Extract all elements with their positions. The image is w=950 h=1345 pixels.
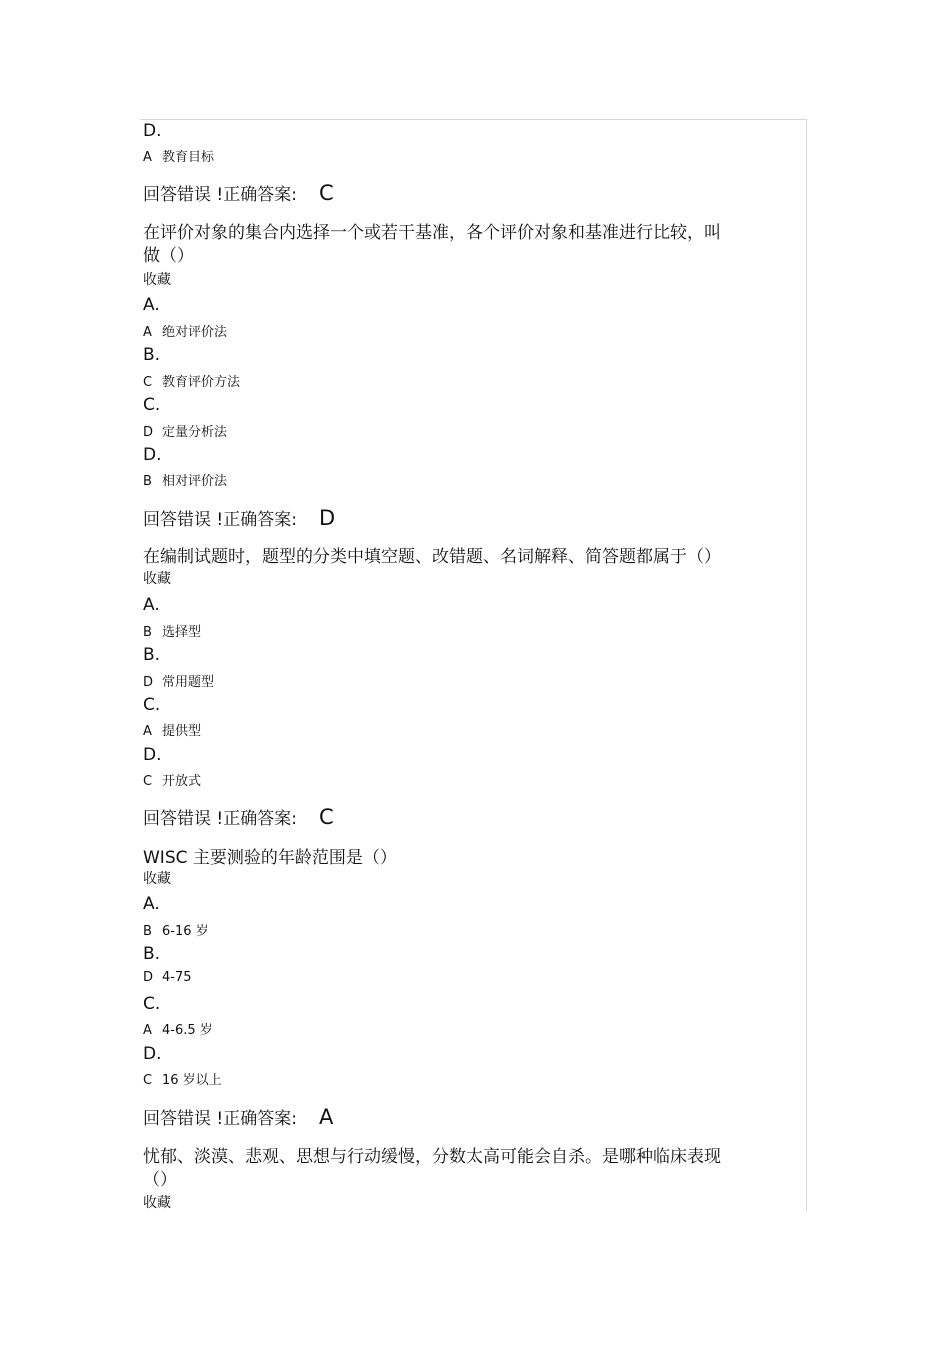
result-label: 回答错误 !正确答案: [143, 510, 297, 530]
option-key: B [143, 474, 152, 489]
option-key: A [143, 1023, 152, 1038]
option-item[interactable] [143, 1069, 222, 1088]
favorite-link[interactable]: 收藏 [143, 1195, 171, 1211]
option-text: 4-75 [162, 970, 192, 985]
option-letter: B. [143, 345, 161, 365]
option-item[interactable] [143, 621, 201, 640]
result-label: 回答错误 !正确答案: [143, 809, 297, 829]
favorite-link[interactable]: 收藏 [143, 871, 171, 887]
favorite-link[interactable]: 收藏 [143, 272, 171, 288]
answer-result [143, 804, 334, 829]
option-text: 6-16 岁 [162, 924, 209, 939]
option-item[interactable] [143, 1019, 213, 1038]
option-text: 绝对评价法 [162, 325, 228, 340]
question-text: 在编制试题时，题型的分类中填空题、改错题、名词解释、简答题都属于（） [143, 547, 721, 567]
option-letter: C. [143, 395, 161, 415]
option-item[interactable] [143, 470, 227, 489]
option-letter: D. [143, 745, 162, 765]
option-letter: D. [143, 121, 162, 141]
option-key: B [143, 625, 152, 640]
option-text: 16 岁以上 [162, 1073, 222, 1088]
option-text: 教育目标 [162, 150, 215, 165]
option-item[interactable] [143, 920, 209, 939]
option-letter: A. [143, 595, 160, 615]
question-text-cont: （） [143, 1170, 177, 1190]
option-letter: A. [143, 295, 160, 315]
option-key: A [143, 325, 152, 340]
option-letter: D. [143, 445, 162, 465]
option-letter: B. [143, 944, 161, 964]
option-text: 选择型 [162, 625, 202, 640]
frame-top-border [140, 119, 807, 120]
option-text: 提供型 [162, 724, 202, 739]
option-text: 定量分析法 [162, 425, 228, 440]
option-key: D [143, 970, 154, 985]
option-key: C [143, 774, 153, 789]
option-key: A [143, 150, 152, 165]
option-text: 教育评价方法 [162, 375, 241, 390]
option-letter: C. [143, 994, 161, 1014]
option-key: B [143, 924, 152, 939]
option-text: 4-6.5 岁 [162, 1023, 213, 1038]
option-item[interactable] [143, 671, 214, 690]
option-text: 开放式 [162, 774, 202, 789]
option-key: D [143, 675, 154, 690]
option-item[interactable] [143, 970, 192, 985]
frame-right-border [806, 119, 807, 1211]
option-item[interactable] [143, 371, 240, 390]
question-text: 忧郁、淡漠、悲观、思想与行动缓慢，分数太高可能会自杀。是哪种临床表现 [143, 1147, 721, 1167]
favorite-link[interactable]: 收藏 [143, 571, 171, 587]
answer-result [143, 1104, 333, 1129]
option-item [143, 146, 214, 165]
result-label: 回答错误 !正确答案: [143, 185, 297, 205]
option-key: D [143, 425, 154, 440]
option-letter: A. [143, 894, 160, 914]
correct-answer: C [318, 805, 334, 829]
correct-answer: A [318, 1105, 334, 1129]
answer-result [143, 180, 334, 205]
option-key: C [143, 1073, 153, 1088]
correct-answer: D [318, 506, 336, 530]
option-letter: C. [143, 695, 161, 715]
correct-answer: C [318, 181, 334, 205]
result-label: 回答错误 !正确答案: [143, 1109, 297, 1129]
option-item[interactable] [143, 770, 201, 789]
option-item[interactable] [143, 720, 201, 739]
option-item[interactable] [143, 421, 227, 440]
option-key: A [143, 724, 152, 739]
question-text-cont: 做（） [143, 246, 194, 266]
question-text: WISC 主要测验的年龄范围是（） [143, 848, 397, 868]
option-text: 常用题型 [162, 675, 215, 690]
option-item[interactable] [143, 321, 227, 340]
question-text: 在评价对象的集合内选择一个或若干基准，各个评价对象和基准进行比较，叫 [143, 223, 721, 243]
option-text: 相对评价法 [162, 474, 228, 489]
option-letter: B. [143, 645, 161, 665]
option-letter: D. [143, 1044, 162, 1064]
option-key: C [143, 375, 153, 390]
answer-result [143, 505, 335, 530]
